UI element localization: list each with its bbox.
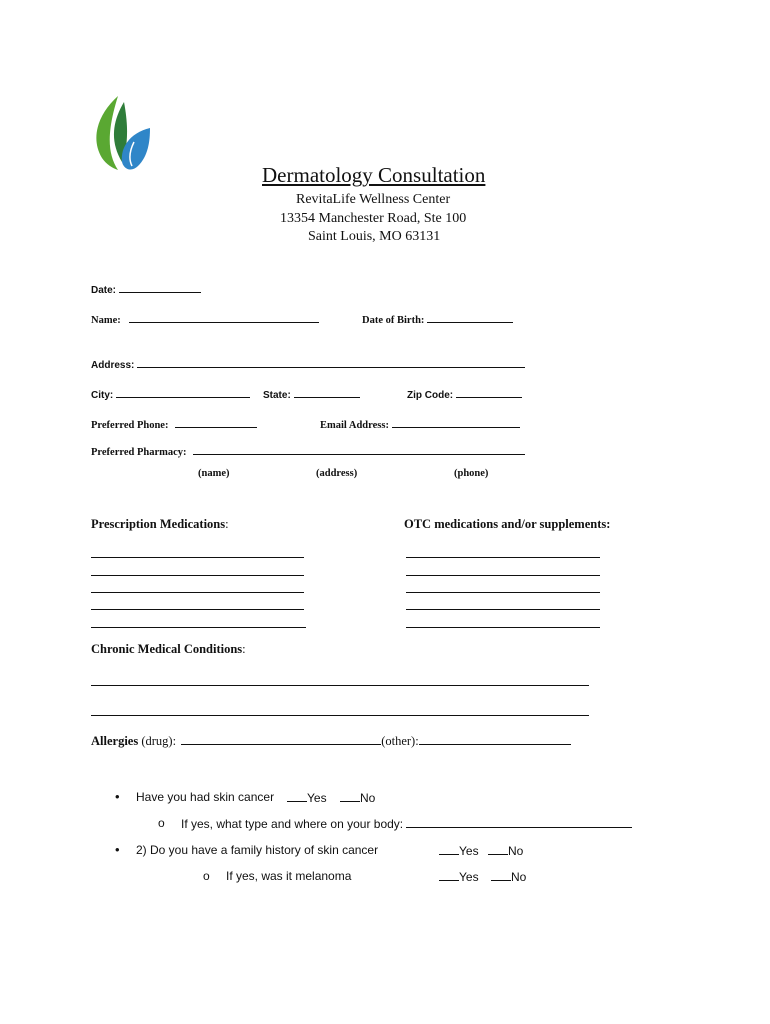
date-label: Date: (91, 285, 117, 296)
q2-sub-no-blank[interactable] (491, 869, 511, 881)
prescription-line-5[interactable] (91, 627, 306, 628)
allergies-label: Allergies (91, 734, 139, 748)
date-blank[interactable] (119, 281, 201, 293)
zip-blank[interactable] (456, 386, 522, 398)
chronic-heading: Chronic Medical Conditions: (91, 642, 246, 656)
pharmacy-sub-name: (name) (198, 468, 230, 479)
prescription-line-2[interactable] (91, 575, 304, 576)
q1-bullet: • (115, 789, 120, 804)
address-blank[interactable] (137, 356, 525, 368)
allergies-other-blank[interactable] (419, 733, 571, 745)
chronic-line-1[interactable] (91, 685, 589, 686)
org-name: RevitaLife Wellness Center (296, 192, 451, 207)
city-field (91, 386, 250, 401)
allergies-drug-label: (drug): (141, 734, 177, 748)
q1-sub-text: If yes, what type and where on your body: (181, 817, 404, 831)
q2-yes[interactable]: Yes (439, 843, 479, 858)
q1-sub-bullet: o (158, 816, 165, 830)
q1-text: Have you had skin cancer (136, 790, 275, 804)
state-label: State: (263, 390, 291, 401)
phone-label: Preferred Phone: (91, 420, 169, 431)
q2-sub-no[interactable]: No (491, 869, 526, 884)
dob-field (362, 311, 513, 326)
phone-field (91, 416, 257, 431)
otc-line-3[interactable] (406, 592, 600, 593)
otc-line-4[interactable] (406, 609, 600, 610)
allergies-field (91, 733, 571, 749)
dob-blank[interactable] (427, 311, 513, 323)
email-label: Email Address: (320, 420, 389, 431)
dob-label: Date of Birth: (362, 315, 425, 326)
prescription-line-4[interactable] (91, 609, 304, 610)
q2-sub-yes[interactable]: Yes (439, 869, 479, 884)
email-field (320, 416, 520, 431)
otc-line-2[interactable] (406, 575, 600, 576)
q2-sub-text: If yes, was it melanoma (226, 869, 352, 883)
q1-no[interactable]: No (340, 790, 375, 805)
q1-yes-blank[interactable] (287, 790, 307, 802)
logo (88, 92, 160, 174)
zip-field (407, 386, 522, 401)
org-address-line1: 13354 Manchester Road, Ste 100 (280, 211, 467, 226)
q2-yes-blank[interactable] (439, 843, 459, 855)
q2-bullet: • (115, 842, 120, 857)
q2-text: 2) Do you have a family history of skin cancer (136, 843, 379, 857)
prescription-heading: Prescription Medications: (91, 517, 229, 531)
page-title: Dermatology Consultation (262, 163, 486, 187)
otc-line-5[interactable] (406, 627, 600, 628)
allergies-other-label: (other): (381, 734, 419, 748)
org-address-line2: Saint Louis, MO 63131 (308, 229, 441, 244)
pharmacy-blank[interactable] (193, 443, 525, 455)
prescription-line-1[interactable] (91, 557, 304, 558)
date-field (91, 281, 201, 296)
q1-sub-blank[interactable] (406, 816, 632, 828)
q1-no-blank[interactable] (340, 790, 360, 802)
q2-sub-yes-blank[interactable] (439, 869, 459, 881)
pharmacy-label: Preferred Pharmacy: (91, 447, 187, 458)
q2-sub-bullet: o (203, 869, 210, 883)
chronic-line-2[interactable] (91, 715, 589, 716)
city-blank[interactable] (116, 386, 250, 398)
name-blank[interactable] (129, 311, 319, 323)
state-blank[interactable] (294, 386, 360, 398)
pharmacy-sub-address: (address) (316, 468, 358, 479)
otc-heading: OTC medications and/or supplements: (404, 517, 611, 531)
pharmacy-sub-phone: (phone) (454, 468, 489, 479)
q1-yes[interactable]: Yes (287, 790, 327, 805)
pharmacy-field (91, 443, 525, 458)
q2-no-blank[interactable] (488, 843, 508, 855)
allergies-drug-blank[interactable] (181, 733, 381, 745)
name-label: Name: (91, 315, 121, 326)
q1-sub-field (181, 816, 632, 831)
prescription-line-3[interactable] (91, 592, 304, 593)
zip-label: Zip Code: (407, 390, 454, 401)
name-field (91, 311, 319, 326)
city-label: City: (91, 390, 114, 401)
email-blank[interactable] (392, 416, 520, 428)
otc-line-1[interactable] (406, 557, 600, 558)
q2-no[interactable]: No (488, 843, 523, 858)
phone-blank[interactable] (175, 416, 257, 428)
address-label: Address: (91, 360, 135, 371)
address-field (91, 356, 525, 371)
state-field (263, 386, 360, 401)
